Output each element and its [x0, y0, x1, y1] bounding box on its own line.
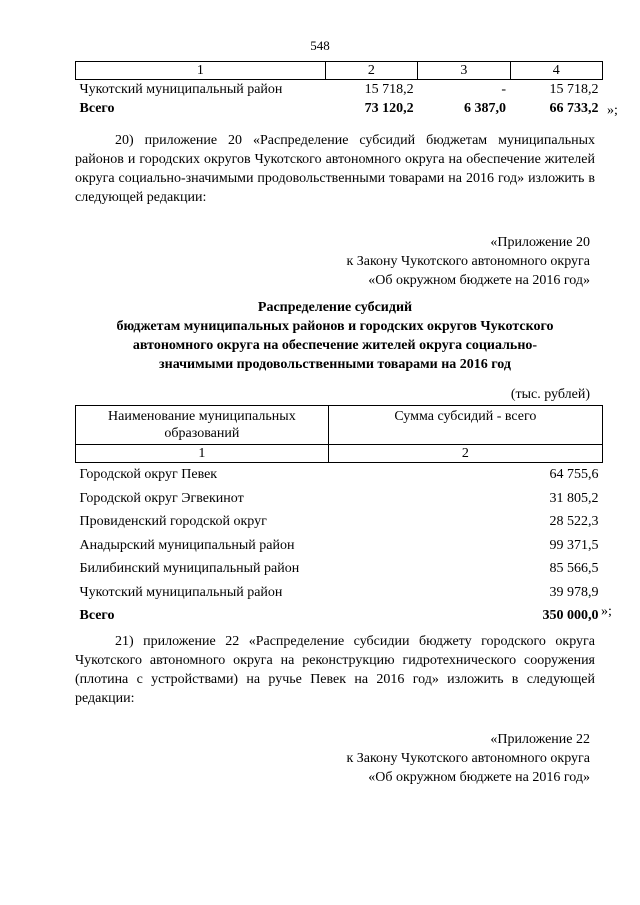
- header-sum: Сумма субсидий - всего: [328, 406, 602, 445]
- title-line: значимыми продовольственными товарами на 2016 год: [159, 357, 511, 372]
- appendix-line: «Об окружном бюджете на 2016 год»: [368, 770, 590, 785]
- header-row: [76, 406, 603, 445]
- appendix-22-header: [346, 730, 590, 787]
- row-value: 64 755,6: [549, 467, 599, 482]
- total-value: 73 120,2: [364, 101, 414, 116]
- row-value: -: [501, 82, 507, 97]
- header-name: Наименование муниципальных образований: [76, 406, 329, 445]
- column-number: 4: [510, 62, 602, 80]
- total-value: 6 387,0: [464, 101, 507, 116]
- total-row: [76, 99, 603, 118]
- page-number: 548: [310, 38, 330, 53]
- document-title: [80, 298, 590, 374]
- table-row: [76, 80, 603, 100]
- table-row: [76, 534, 603, 558]
- row-value: 85 566,5: [549, 561, 599, 576]
- table-row: [76, 510, 603, 534]
- title-line: автономного округа на обеспечение жителей округа социально-: [132, 338, 538, 353]
- column-number: 1: [76, 445, 329, 463]
- row-name: Чукотский муниципальный район: [79, 584, 283, 600]
- row-value: 15 718,2: [364, 82, 414, 97]
- appendix-line: к Закону Чукотского автономного округа: [346, 254, 590, 269]
- column-number: 1: [76, 62, 326, 80]
- title-line: Распределение субсидий: [257, 300, 413, 315]
- appendix-20-header: [346, 233, 590, 290]
- appendix-line: к Закону Чукотского автономного округа: [346, 751, 590, 766]
- row-value: 31 805,2: [549, 490, 599, 506]
- row-value: 15 718,2: [549, 82, 599, 97]
- table-row: [76, 463, 603, 487]
- column-number: 3: [418, 62, 510, 80]
- total-row: [76, 604, 603, 628]
- closing-quote: »;: [607, 103, 618, 118]
- row-name: Городской округ Певек: [79, 467, 218, 482]
- appendix-line: «Приложение 22: [490, 732, 590, 747]
- table-row: [76, 487, 603, 511]
- units-label: (тыс. рублей): [510, 387, 590, 402]
- row-name: Билибинский муниципальный район: [79, 561, 300, 576]
- total-value: 66 733,2: [549, 101, 599, 116]
- appendix-line: «Приложение 20: [490, 235, 590, 250]
- row-name: Провиденский городской округ: [79, 514, 267, 529]
- subsidy-table: [75, 405, 603, 628]
- row-name: Анадырский муниципальный район: [79, 537, 295, 553]
- total-value: 350 000,0: [542, 608, 599, 623]
- row-name: Чукотский муниципальный район: [79, 82, 283, 97]
- budget-table-continued: [75, 61, 603, 118]
- closing-quote: »;: [601, 604, 612, 619]
- column-numbers-row: [76, 445, 603, 463]
- total-label: Всего: [79, 608, 115, 623]
- paragraph-20: 20) приложение 20 «Распределение субсидий бюджетам муниципальных районов и городских округов Чукотского автономного округа на обеспечение жителей округа социально-значимыми продовольственными товарами на 2016 год» изложить в следующей редакции:: [75, 133, 595, 205]
- table-row: [76, 581, 603, 605]
- column-numbers-row: [76, 62, 603, 80]
- table-row: [76, 557, 603, 581]
- row-value: 99 371,5: [549, 537, 599, 553]
- column-number: 2: [328, 445, 602, 463]
- row-value: 39 978,9: [549, 584, 599, 600]
- title-line: бюджетам муниципальных районов и городских округов Чукотского: [116, 319, 554, 334]
- paragraph-21: 21) приложение 22 «Распределение субсидии бюджету городского округа Чукотского автономного округа на реконструкцию гидротехнического сооружения (плотина с устройствами) на ручье Певек на 2016 год» изложить в следующей редакции:: [75, 634, 595, 706]
- column-number: 2: [325, 62, 417, 80]
- row-value: 28 522,3: [549, 514, 599, 529]
- appendix-line: «Об окружном бюджете на 2016 год»: [368, 273, 590, 288]
- total-label: Всего: [79, 101, 115, 116]
- row-name: Городской округ Эгвекинот: [79, 490, 244, 506]
